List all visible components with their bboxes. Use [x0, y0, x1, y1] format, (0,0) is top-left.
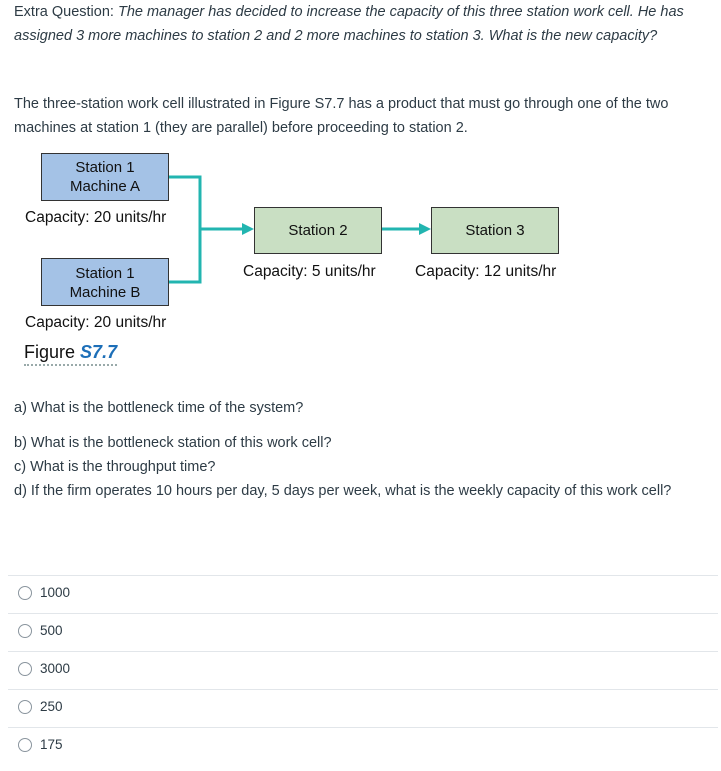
- option-divider: [8, 651, 718, 652]
- station-2-box: [254, 207, 382, 254]
- figure-caption-number: S7.7: [80, 342, 118, 362]
- radio-button[interactable]: [18, 700, 32, 714]
- option-divider: [8, 727, 718, 728]
- station-1-machine-b-capacity: Capacity: 20 units/hr: [25, 314, 167, 331]
- connector-machine-a: [168, 177, 200, 229]
- station-3-box: [431, 207, 559, 254]
- station-2-label: Station 2: [288, 222, 348, 239]
- arrowhead-station-3: [419, 223, 431, 235]
- option-divider: [8, 575, 718, 576]
- answer-option[interactable]: [0, 613, 721, 651]
- option-divider: [8, 613, 718, 614]
- radio-button[interactable]: [18, 586, 32, 600]
- sub-question-d: d) If the firm operates 10 hours per day, 5 days per week, what is the weekly capacity of this work cell?: [14, 483, 672, 499]
- station-1-machine-a-line1: Station 1: [75, 159, 135, 176]
- sub-question-a: a) What is the bottleneck time of the system?: [14, 400, 304, 416]
- option-label: 3000: [40, 661, 71, 676]
- station-1-machine-b-line1: Station 1: [75, 265, 135, 282]
- arrowhead-station-2: [242, 223, 254, 235]
- extra-question-prefix: Extra Question:: [14, 4, 118, 20]
- station-1-machine-b-box: [41, 258, 169, 306]
- question-intro: The three-station work cell illustrated in Figure S7.7 has a product that must go through one of the two machines at station 1 (they are parallel) before proceeding to station 2.: [14, 96, 669, 136]
- radio-button[interactable]: [18, 624, 32, 638]
- connector-machine-b: [168, 229, 200, 282]
- answer-option[interactable]: [0, 575, 721, 613]
- option-label: 175: [40, 737, 63, 752]
- figure-caption-word: Figure: [24, 342, 76, 362]
- station-1-machine-a-line2: Machine A: [69, 178, 141, 195]
- sub-question-c: c) What is the throughput time?: [14, 459, 216, 475]
- answer-option[interactable]: [0, 651, 721, 689]
- radio-button[interactable]: [18, 738, 32, 752]
- answer-option[interactable]: [0, 727, 721, 765]
- station-1-machine-a-capacity: Capacity: 20 units/hr: [25, 209, 167, 226]
- option-label: 250: [40, 699, 63, 714]
- answer-option[interactable]: [0, 689, 721, 727]
- station-2-capacity: Capacity: 5 units/hr: [243, 263, 376, 280]
- option-divider: [8, 689, 718, 690]
- radio-button[interactable]: [18, 662, 32, 676]
- station-1-machine-b-line2: Machine B: [69, 284, 141, 301]
- station-3-capacity: Capacity: 12 units/hr: [415, 263, 557, 280]
- figure-caption: [24, 342, 117, 366]
- station-1-machine-a-box: [41, 153, 169, 201]
- extra-question-body: The manager has decided to increase the capacity of this three station work cell. He has assigned 3 more machines to station 2 and 2 more machines to station 3. What is the new capacity?: [14, 4, 684, 44]
- station-3-label: Station 3: [465, 222, 525, 239]
- sub-question-b: b) What is the bottleneck station of this work cell?: [14, 435, 332, 451]
- option-label: 500: [40, 623, 63, 638]
- option-label: 1000: [40, 585, 71, 600]
